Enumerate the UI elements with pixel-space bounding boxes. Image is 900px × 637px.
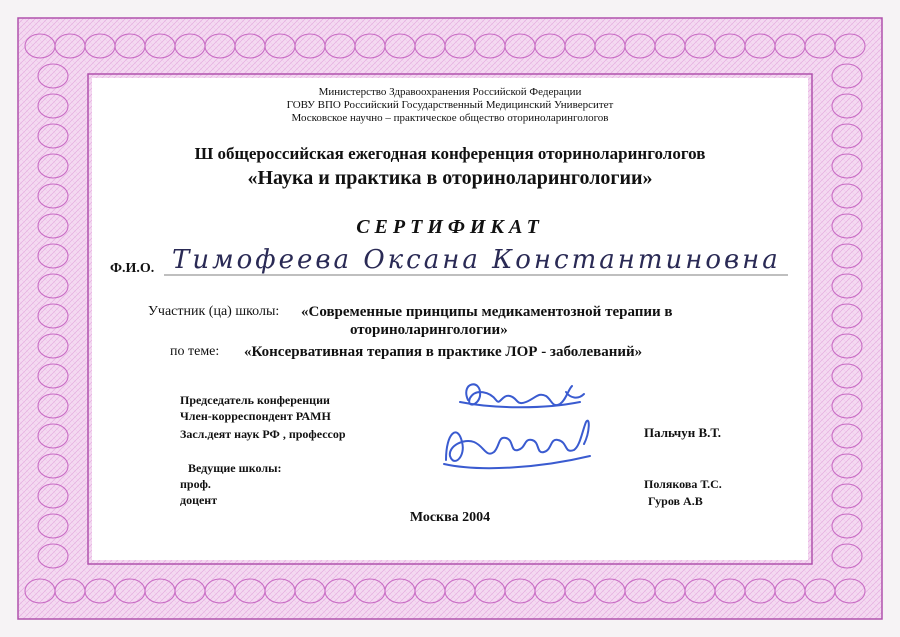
chair-name: Пальчун В.Т. <box>644 425 722 440</box>
topic-title: «Консервативная терапия в практике ЛОР - заболеваний» <box>244 344 643 360</box>
chair-honor: Засл.деят наук РФ , профессор <box>180 427 346 441</box>
chair-role: Председатель конференции <box>180 393 330 407</box>
leaders-label: Ведущие школы: <box>188 461 282 475</box>
conference-title: Ш общероссийская ежегодная конференция оториноларингологов <box>194 144 706 163</box>
school-title-line1: «Современные принципы медикаментозной терапии в <box>301 304 673 320</box>
leader2-name: Гуров А.В <box>648 494 703 508</box>
conference-subtitle: «Наука и практика в оториноларингологии» <box>247 167 653 189</box>
fio-handwritten-name: Тимофеева Оксана Константиновна <box>172 245 781 275</box>
participant-label: Участник (ца) школы: <box>148 304 280 319</box>
leader2-title: доцент <box>180 493 218 507</box>
fio-label: Ф.И.О. <box>110 261 155 276</box>
chair-rank: Член-корреспондент РАМН <box>180 409 331 423</box>
university-line: ГОВУ ВПО Российский Государственный Медицинский Университет <box>286 99 614 111</box>
handwritten-signatures <box>440 372 620 482</box>
leader1-title: проф. <box>180 477 211 491</box>
topic-label: по теме: <box>170 344 220 359</box>
signature-palchun <box>460 384 584 407</box>
school-title-line2: оториноларингологии» <box>350 322 508 338</box>
leader1-name: Полякова Т.С. <box>644 477 722 491</box>
ministry-line: Министерство Здравоохранения Российской Федерации <box>318 86 582 98</box>
place-year: Москва 2004 <box>409 510 491 525</box>
signature-polyakova <box>444 421 590 468</box>
society-line: Московское научно – практическое общество оториноларингологов <box>291 112 609 124</box>
certificate-heading: СЕРТИФИКАТ <box>356 216 544 238</box>
